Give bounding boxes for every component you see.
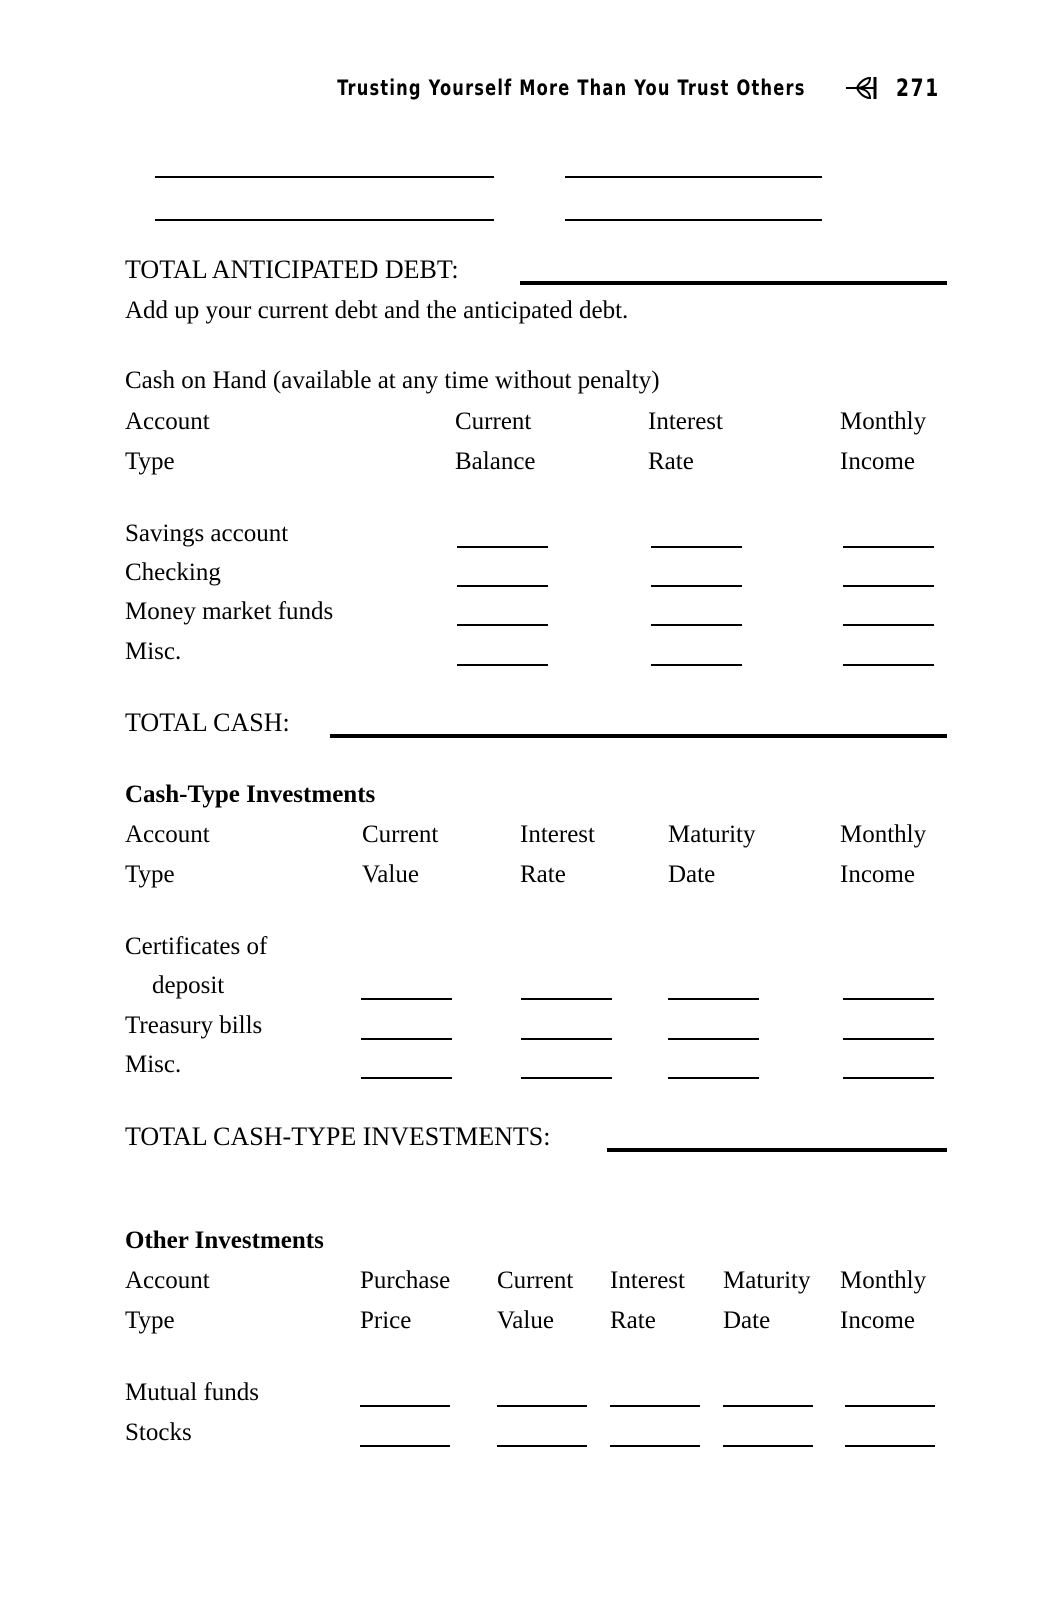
field-blank[interactable] [651,585,742,587]
column-header-income: Income [840,448,915,475]
column-header-account: Account [125,821,210,848]
column-header-type: Type [125,448,175,475]
field-blank[interactable] [497,1445,587,1447]
column-header-current: Current [362,821,439,848]
blank-write-in-line[interactable] [155,219,494,221]
field-blank[interactable] [521,1077,612,1079]
field-blank[interactable] [610,1405,700,1407]
field-blank[interactable] [668,1077,759,1079]
column-header-date: Date [723,1307,771,1334]
field-blank[interactable] [651,624,742,626]
running-head-title: Trusting Yourself More Than You Trust Others [337,76,806,100]
blank-write-in-line[interactable] [155,176,494,178]
column-header-maturity: Maturity [723,1267,811,1294]
column-header-value: Value [497,1307,554,1334]
column-header-monthly: Monthly [840,821,927,848]
blank-write-in-line[interactable] [565,176,822,178]
column-header-type: Type [125,861,175,888]
row-label-continuation: deposit [152,972,225,999]
column-header-value: Value [362,861,419,888]
column-header-account: Account [125,408,210,435]
field-blank[interactable] [843,998,934,1000]
field-blank[interactable] [843,624,934,626]
other-investments-heading: Other Investments [125,1227,324,1254]
row-label: Checking [125,559,221,586]
column-header-rate: Rate [648,448,694,475]
column-header-current: Current [455,408,532,435]
column-header-monthly: Monthly [840,408,927,435]
column-header-interest: Interest [648,408,723,435]
column-header-interest: Interest [520,821,595,848]
column-header-balance: Balance [455,448,536,475]
column-header-current: Current [497,1267,574,1294]
field-blank[interactable] [457,664,548,666]
total-cash-blank[interactable] [330,734,947,738]
field-blank[interactable] [457,624,548,626]
row-label: Mutual funds [125,1379,260,1406]
column-header-rate: Rate [520,861,566,888]
cash-on-hand-heading-rest: (available at any time without penalty) [266,367,660,394]
field-blank[interactable] [360,1405,450,1407]
column-header-monthly: Monthly [840,1267,927,1294]
field-blank[interactable] [668,998,759,1000]
field-blank[interactable] [845,1445,935,1447]
cash-on-hand-heading-bold: Cash on Hand [125,367,267,394]
field-blank[interactable] [521,998,612,1000]
field-blank[interactable] [361,998,452,1000]
field-blank[interactable] [668,1038,759,1040]
row-label: Savings account [125,520,289,547]
field-blank[interactable] [723,1445,813,1447]
column-header-account: Account [125,1267,210,1294]
leaf-branch-ornament-icon [844,75,878,101]
cash-type-investments-heading: Cash-Type Investments [125,781,376,808]
row-label: Misc. [125,638,182,665]
column-header-price: Price [360,1307,412,1334]
row-label: Money market funds [125,598,334,625]
field-blank[interactable] [457,546,548,548]
total-anticipated-debt-label: TOTAL ANTICIPATED DEBT: [125,255,459,284]
column-header-maturity: Maturity [668,821,756,848]
running-head [0,74,947,102]
column-header-date: Date [668,861,716,888]
field-blank[interactable] [843,664,934,666]
field-blank[interactable] [361,1077,452,1079]
blank-write-in-line[interactable] [565,219,822,221]
row-label: Misc. [125,1051,182,1078]
column-header-income: Income [840,1307,915,1334]
field-blank[interactable] [723,1405,813,1407]
column-header-interest: Interest [610,1267,685,1294]
column-header-income: Income [840,861,915,888]
field-blank[interactable] [497,1405,587,1407]
total-cash-type-investments-label: TOTAL CASH-TYPE INVESTMENTS: [125,1122,551,1151]
total-cash-label: TOTAL CASH: [125,708,290,737]
column-header-rate: Rate [610,1307,656,1334]
row-label: Treasury bills [125,1012,263,1039]
field-blank[interactable] [360,1445,450,1447]
total-anticipated-debt-note: Add up your current debt and the anticipated debt. [125,297,629,324]
field-blank[interactable] [521,1038,612,1040]
field-blank[interactable] [610,1445,700,1447]
row-label: Certificates of [125,933,268,960]
cash-on-hand-heading [125,368,660,393]
field-blank[interactable] [651,546,742,548]
field-blank[interactable] [651,664,742,666]
row-label: Stocks [125,1419,192,1446]
field-blank[interactable] [843,1038,934,1040]
field-blank[interactable] [843,1077,934,1079]
field-blank[interactable] [845,1405,935,1407]
column-header-purchase: Purchase [360,1267,451,1294]
field-blank[interactable] [843,585,934,587]
field-blank[interactable] [457,585,548,587]
total-cash-type-investments-blank[interactable] [607,1148,947,1152]
field-blank[interactable] [361,1038,452,1040]
page-number: 271 [895,74,940,102]
total-anticipated-debt-blank[interactable] [520,281,947,285]
field-blank[interactable] [843,546,934,548]
column-header-type: Type [125,1307,175,1334]
